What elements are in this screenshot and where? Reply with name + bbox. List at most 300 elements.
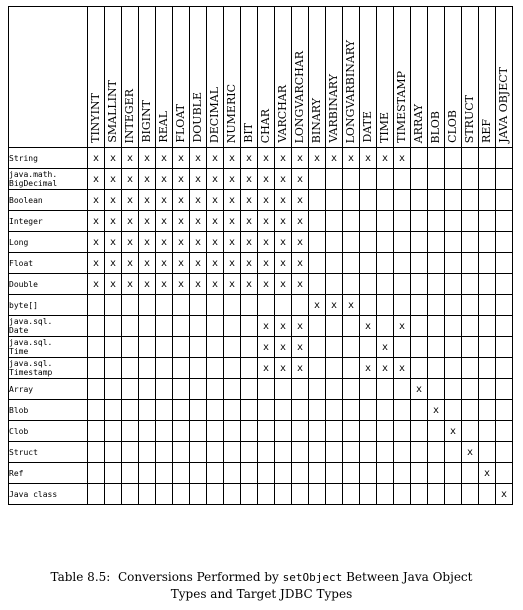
row-header — [9, 358, 88, 379]
conversion-mark-cell: x — [224, 274, 241, 295]
table-row — [9, 484, 513, 505]
conversion-mark-cell: x — [139, 253, 156, 274]
conversion-mark-cell: x — [275, 253, 292, 274]
column-header — [445, 7, 462, 148]
empty-cell — [462, 358, 479, 379]
conversion-table-container — [8, 6, 513, 505]
empty-cell — [309, 169, 326, 190]
row-header-line: Ref — [9, 468, 24, 478]
conversion-mark-cell: x — [88, 169, 105, 190]
empty-cell — [496, 253, 513, 274]
empty-cell — [139, 463, 156, 484]
empty-cell — [190, 337, 207, 358]
empty-cell — [241, 337, 258, 358]
column-header-label: REF — [480, 119, 493, 143]
row-header — [9, 148, 88, 169]
empty-cell — [360, 400, 377, 421]
conversion-mark-cell: x — [224, 253, 241, 274]
row-header-line: Blob — [9, 405, 29, 415]
conversion-mark-cell: x — [190, 232, 207, 253]
empty-cell — [88, 400, 105, 421]
conversion-mark-cell: x — [343, 148, 360, 169]
empty-cell — [360, 253, 377, 274]
empty-cell — [173, 442, 190, 463]
row-header-line: String — [9, 153, 38, 163]
empty-cell — [445, 274, 462, 295]
empty-cell — [326, 211, 343, 232]
empty-cell — [173, 358, 190, 379]
empty-cell — [139, 400, 156, 421]
empty-cell — [377, 400, 394, 421]
empty-cell — [343, 400, 360, 421]
conversion-mark-cell: x — [139, 274, 156, 295]
conversion-mark-cell: x — [190, 274, 207, 295]
empty-cell — [411, 421, 428, 442]
empty-cell — [173, 400, 190, 421]
empty-cell — [156, 358, 173, 379]
empty-cell — [394, 379, 411, 400]
conversion-mark-cell: x — [224, 211, 241, 232]
empty-cell — [275, 484, 292, 505]
empty-cell — [343, 337, 360, 358]
table-row — [9, 379, 513, 400]
empty-cell — [122, 295, 139, 316]
conversion-mark-cell: x — [258, 337, 275, 358]
empty-cell — [122, 316, 139, 337]
column-header-label: STRUCT — [463, 94, 476, 143]
column-header — [326, 7, 343, 148]
table-row — [9, 337, 513, 358]
empty-cell — [88, 379, 105, 400]
conversion-mark-cell: x — [139, 190, 156, 211]
empty-cell — [309, 274, 326, 295]
row-header — [9, 211, 88, 232]
empty-cell — [479, 442, 496, 463]
empty-cell — [428, 442, 445, 463]
empty-cell — [207, 295, 224, 316]
conversion-mark-cell: x — [275, 316, 292, 337]
conversion-mark-cell: x — [326, 148, 343, 169]
empty-cell — [241, 400, 258, 421]
empty-cell — [105, 463, 122, 484]
conversion-mark-cell: x — [156, 190, 173, 211]
empty-cell — [479, 484, 496, 505]
conversion-mark-cell: x — [88, 274, 105, 295]
empty-cell — [462, 148, 479, 169]
conversion-mark-cell: x — [394, 358, 411, 379]
empty-cell — [224, 337, 241, 358]
empty-cell — [394, 232, 411, 253]
column-header-label: LONGVARCHAR — [293, 50, 306, 143]
empty-cell — [88, 316, 105, 337]
empty-cell — [241, 316, 258, 337]
caption-label: Table 8.5: — [50, 570, 111, 584]
empty-cell — [377, 232, 394, 253]
empty-cell — [190, 295, 207, 316]
empty-cell — [496, 421, 513, 442]
empty-cell — [377, 169, 394, 190]
empty-cell — [394, 337, 411, 358]
conversion-mark-cell: x — [292, 232, 309, 253]
conversion-mark-cell: x — [241, 253, 258, 274]
empty-cell — [462, 463, 479, 484]
column-header-label: JAVA OBJECT — [497, 67, 510, 143]
empty-cell — [326, 253, 343, 274]
table-row — [9, 316, 513, 337]
empty-cell — [224, 463, 241, 484]
empty-cell — [275, 379, 292, 400]
table-row — [9, 358, 513, 379]
empty-cell — [326, 337, 343, 358]
conversion-mark-cell: x — [105, 253, 122, 274]
conversion-mark-cell: x — [377, 337, 394, 358]
empty-cell — [479, 379, 496, 400]
conversion-mark-cell: x — [139, 169, 156, 190]
conversion-mark-cell: x — [207, 148, 224, 169]
empty-cell — [428, 232, 445, 253]
conversion-mark-cell: x — [309, 295, 326, 316]
empty-cell — [88, 337, 105, 358]
empty-cell — [224, 379, 241, 400]
empty-cell — [428, 190, 445, 211]
empty-cell — [258, 484, 275, 505]
column-header — [88, 7, 105, 148]
empty-cell — [343, 379, 360, 400]
empty-cell — [309, 253, 326, 274]
empty-cell — [343, 253, 360, 274]
empty-cell — [309, 379, 326, 400]
empty-cell — [377, 274, 394, 295]
empty-cell — [377, 316, 394, 337]
row-header-line: Float — [9, 258, 34, 268]
empty-cell — [292, 484, 309, 505]
empty-cell — [224, 421, 241, 442]
conversion-mark-cell: x — [207, 169, 224, 190]
empty-cell — [462, 190, 479, 211]
column-header — [360, 7, 377, 148]
column-header-label: DOUBLE — [191, 92, 204, 143]
conversion-mark-cell: x — [190, 253, 207, 274]
empty-cell — [411, 295, 428, 316]
empty-cell — [428, 421, 445, 442]
empty-cell — [496, 358, 513, 379]
empty-cell — [207, 421, 224, 442]
empty-cell — [122, 484, 139, 505]
empty-cell — [496, 211, 513, 232]
empty-cell — [105, 442, 122, 463]
empty-cell — [343, 316, 360, 337]
row-header-line: java.sql. — [9, 338, 53, 347]
empty-cell — [241, 484, 258, 505]
conversion-mark-cell: x — [122, 190, 139, 211]
empty-cell — [496, 295, 513, 316]
empty-cell — [411, 337, 428, 358]
column-header-label: BINARY — [310, 97, 323, 143]
conversion-mark-cell: x — [139, 148, 156, 169]
empty-cell — [139, 421, 156, 442]
empty-cell — [445, 295, 462, 316]
empty-cell — [360, 190, 377, 211]
empty-cell — [479, 274, 496, 295]
empty-cell — [496, 316, 513, 337]
empty-cell — [360, 211, 377, 232]
empty-cell — [462, 484, 479, 505]
empty-cell — [377, 421, 394, 442]
empty-cell — [343, 484, 360, 505]
row-header-line: Integer — [9, 216, 43, 226]
empty-cell — [207, 379, 224, 400]
empty-cell — [309, 358, 326, 379]
column-header-label: DATE — [361, 111, 374, 143]
row-header-line: BigDecimal — [9, 179, 58, 188]
empty-cell — [479, 190, 496, 211]
corner-cell — [9, 7, 88, 148]
empty-cell — [326, 400, 343, 421]
empty-cell — [479, 148, 496, 169]
empty-cell — [479, 211, 496, 232]
empty-cell — [173, 316, 190, 337]
column-header — [275, 7, 292, 148]
conversion-mark-cell: x — [105, 211, 122, 232]
empty-cell — [445, 232, 462, 253]
conversion-mark-cell: x — [173, 169, 190, 190]
empty-cell — [258, 442, 275, 463]
table-row — [9, 442, 513, 463]
column-header — [479, 7, 496, 148]
empty-cell — [377, 442, 394, 463]
empty-cell — [156, 295, 173, 316]
empty-cell — [496, 232, 513, 253]
conversion-mark-cell: x — [173, 211, 190, 232]
empty-cell — [122, 463, 139, 484]
conversion-mark-cell: x — [258, 358, 275, 379]
conversion-mark-cell: x — [156, 148, 173, 169]
conversion-mark-cell: x — [156, 253, 173, 274]
empty-cell — [377, 211, 394, 232]
column-header — [207, 7, 224, 148]
column-header-label: VARCHAR — [276, 85, 289, 143]
empty-cell — [105, 358, 122, 379]
column-header — [241, 7, 258, 148]
conversion-mark-cell: x — [292, 148, 309, 169]
empty-cell — [326, 358, 343, 379]
conversion-mark-cell: x — [309, 148, 326, 169]
conversion-mark-cell: x — [207, 274, 224, 295]
conversion-mark-cell: x — [275, 190, 292, 211]
empty-cell — [377, 463, 394, 484]
column-header — [496, 7, 513, 148]
empty-cell — [258, 400, 275, 421]
empty-cell — [241, 421, 258, 442]
empty-cell — [173, 484, 190, 505]
empty-cell — [411, 211, 428, 232]
column-header — [309, 7, 326, 148]
empty-cell — [360, 337, 377, 358]
empty-cell — [275, 421, 292, 442]
caption-line-2: Types and Target JDBC Types — [170, 587, 353, 601]
conversion-mark-cell: x — [275, 169, 292, 190]
conversion-mark-cell: x — [139, 232, 156, 253]
empty-cell — [122, 400, 139, 421]
empty-cell — [462, 295, 479, 316]
empty-cell — [292, 400, 309, 421]
empty-cell — [496, 169, 513, 190]
column-header-label: DECIMAL — [208, 86, 221, 143]
conversion-mark-cell: x — [88, 148, 105, 169]
row-header — [9, 232, 88, 253]
conversion-mark-cell: x — [207, 253, 224, 274]
empty-cell — [139, 484, 156, 505]
empty-cell — [496, 148, 513, 169]
empty-cell — [326, 463, 343, 484]
row-header — [9, 295, 88, 316]
column-header-label: SMALLINT — [106, 80, 119, 143]
conversion-mark-cell: x — [462, 442, 479, 463]
empty-cell — [394, 421, 411, 442]
empty-cell — [105, 421, 122, 442]
empty-cell — [411, 253, 428, 274]
empty-cell — [275, 295, 292, 316]
empty-cell — [156, 463, 173, 484]
conversion-mark-cell: x — [122, 253, 139, 274]
empty-cell — [292, 463, 309, 484]
empty-cell — [190, 379, 207, 400]
empty-cell — [173, 295, 190, 316]
empty-cell — [292, 421, 309, 442]
empty-cell — [207, 442, 224, 463]
empty-cell — [190, 358, 207, 379]
row-header — [9, 169, 88, 190]
empty-cell — [343, 358, 360, 379]
empty-cell — [275, 400, 292, 421]
empty-cell — [309, 337, 326, 358]
empty-cell — [309, 232, 326, 253]
empty-cell — [377, 484, 394, 505]
conversion-mark-cell: x — [445, 421, 462, 442]
empty-cell — [156, 442, 173, 463]
empty-cell — [462, 421, 479, 442]
conversion-mark-cell: x — [326, 295, 343, 316]
row-header-line: Long — [9, 237, 29, 247]
empty-cell — [292, 295, 309, 316]
row-header — [9, 463, 88, 484]
conversion-mark-cell: x — [105, 190, 122, 211]
conversion-mark-cell: x — [173, 274, 190, 295]
empty-cell — [479, 232, 496, 253]
row-header — [9, 442, 88, 463]
empty-cell — [428, 148, 445, 169]
empty-cell — [360, 421, 377, 442]
conversion-mark-cell: x — [292, 190, 309, 211]
empty-cell — [411, 358, 428, 379]
empty-cell — [258, 421, 275, 442]
empty-cell — [411, 484, 428, 505]
row-header-line: java.sql. — [9, 359, 53, 368]
empty-cell — [258, 379, 275, 400]
empty-cell — [88, 358, 105, 379]
conversion-mark-cell: x — [156, 274, 173, 295]
row-header — [9, 400, 88, 421]
column-header — [428, 7, 445, 148]
empty-cell — [309, 463, 326, 484]
empty-cell — [88, 463, 105, 484]
empty-cell — [275, 463, 292, 484]
column-header — [394, 7, 411, 148]
empty-cell — [275, 442, 292, 463]
conversion-mark-cell: x — [224, 190, 241, 211]
empty-cell — [241, 442, 258, 463]
row-header — [9, 337, 88, 358]
conversion-mark-cell: x — [173, 253, 190, 274]
conversion-mark-cell: x — [122, 169, 139, 190]
conversion-mark-cell: x — [105, 169, 122, 190]
column-header-label: ARRAY — [412, 103, 425, 143]
row-header — [9, 379, 88, 400]
empty-cell — [496, 337, 513, 358]
conversion-mark-cell: x — [88, 211, 105, 232]
table-row — [9, 232, 513, 253]
empty-cell — [445, 190, 462, 211]
empty-cell — [224, 400, 241, 421]
empty-cell — [360, 379, 377, 400]
empty-cell — [445, 358, 462, 379]
conversion-mark-cell: x — [105, 232, 122, 253]
empty-cell — [343, 274, 360, 295]
empty-cell — [309, 190, 326, 211]
empty-cell — [156, 484, 173, 505]
conversion-mark-cell: x — [122, 232, 139, 253]
conversion-mark-cell: x — [241, 232, 258, 253]
empty-cell — [428, 316, 445, 337]
empty-cell — [105, 484, 122, 505]
conversion-table — [8, 6, 513, 505]
empty-cell — [139, 442, 156, 463]
row-header — [9, 484, 88, 505]
empty-cell — [411, 169, 428, 190]
table-row — [9, 190, 513, 211]
row-header-line: java.math. — [9, 170, 58, 179]
empty-cell — [411, 463, 428, 484]
conversion-mark-cell: x — [360, 148, 377, 169]
empty-cell — [479, 295, 496, 316]
empty-cell — [309, 442, 326, 463]
empty-cell — [207, 463, 224, 484]
empty-cell — [360, 484, 377, 505]
empty-cell — [156, 400, 173, 421]
conversion-mark-cell: x — [258, 253, 275, 274]
empty-cell — [224, 442, 241, 463]
empty-cell — [241, 295, 258, 316]
empty-cell — [207, 484, 224, 505]
column-header-label: INTEGER — [123, 88, 136, 143]
empty-cell — [241, 379, 258, 400]
empty-cell — [496, 463, 513, 484]
column-header — [139, 7, 156, 148]
row-header-line: Time — [9, 347, 29, 356]
row-header — [9, 253, 88, 274]
empty-cell — [479, 358, 496, 379]
empty-cell — [309, 421, 326, 442]
row-header — [9, 190, 88, 211]
empty-cell — [462, 169, 479, 190]
empty-cell — [105, 295, 122, 316]
conversion-mark-cell: x — [224, 148, 241, 169]
row-header — [9, 274, 88, 295]
conversion-mark-cell: x — [224, 169, 241, 190]
empty-cell — [241, 358, 258, 379]
table-row — [9, 463, 513, 484]
empty-cell — [479, 337, 496, 358]
